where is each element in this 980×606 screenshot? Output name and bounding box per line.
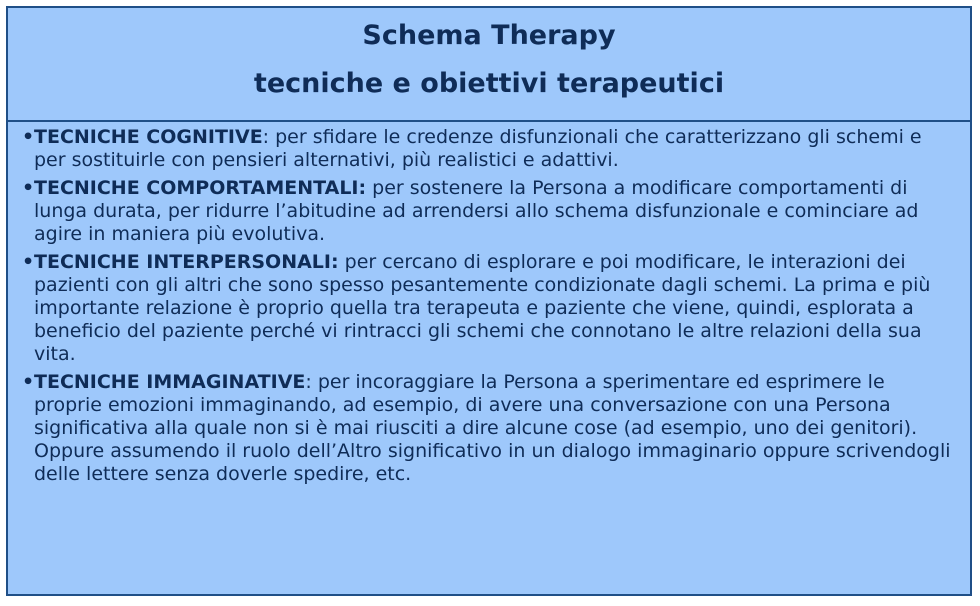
bullet-imaginative xyxy=(22,371,956,486)
bullet-icon: • xyxy=(22,251,35,273)
bullet-label: TECNICHE COMPORTAMENTALI: xyxy=(34,177,367,199)
bullet-label: TECNICHE IMMAGINATIVE xyxy=(34,371,306,393)
bullet-text: per cercano di esplorare e poi modificare, le interazioni dei pazienti con gli altri che sono spesso pesantemente condizionate dagli schemi. La prima e più importante relazione è proprio quella tra terapeuta e paziente che viene, quindi, esplorata a beneficio del paziente perché vi rintracci gli schemi che connotano le altre relazioni della sua vita. xyxy=(34,251,931,365)
bullet-text: per sostenere la Persona a modificare comportamenti di lunga durata, per ridurre l’abitudine ad arrendersi allo schema disfunzionale e cominciare ad agire in maniera più evolutiva. xyxy=(34,177,919,245)
bullet-list xyxy=(22,126,956,491)
bullet-behavioral xyxy=(22,177,956,246)
slide-panel xyxy=(6,6,972,596)
bullet-cognitive xyxy=(22,126,956,172)
bullet-text: : per sfidare le credenze disfunzionali che caratterizzano gli schemi e per sostituirle con pensieri alternativi, più realistici e adattivi. xyxy=(34,126,922,171)
bullet-icon: • xyxy=(22,177,35,199)
slide-title: Schema Therapy xyxy=(362,20,616,51)
bullet-label: TECNICHE INTERPERSONALI: xyxy=(34,251,339,273)
bullet-interpersonal xyxy=(22,251,956,366)
bullet-label: TECNICHE COGNITIVE xyxy=(34,126,263,148)
bullet-text: : per incoraggiare la Persona a sperimentare ed esprimere le proprie emozioni immaginando, ad esempio, di avere una conversazione con una Persona significativa alla quale non si è mai riusciti a dire alcune cose (ad esempio, uno dei genitori). Oppure assumendo il ruolo dell’Altro significativo in un dialogo immaginario oppure scrivendogli delle lettere senza doverle spedire, etc. xyxy=(34,371,951,485)
bullet-icon: • xyxy=(22,371,35,393)
slide-subtitle: tecniche e obiettivi terapeutici xyxy=(253,68,725,99)
bullet-icon: • xyxy=(22,126,35,148)
slide-header xyxy=(8,8,970,122)
